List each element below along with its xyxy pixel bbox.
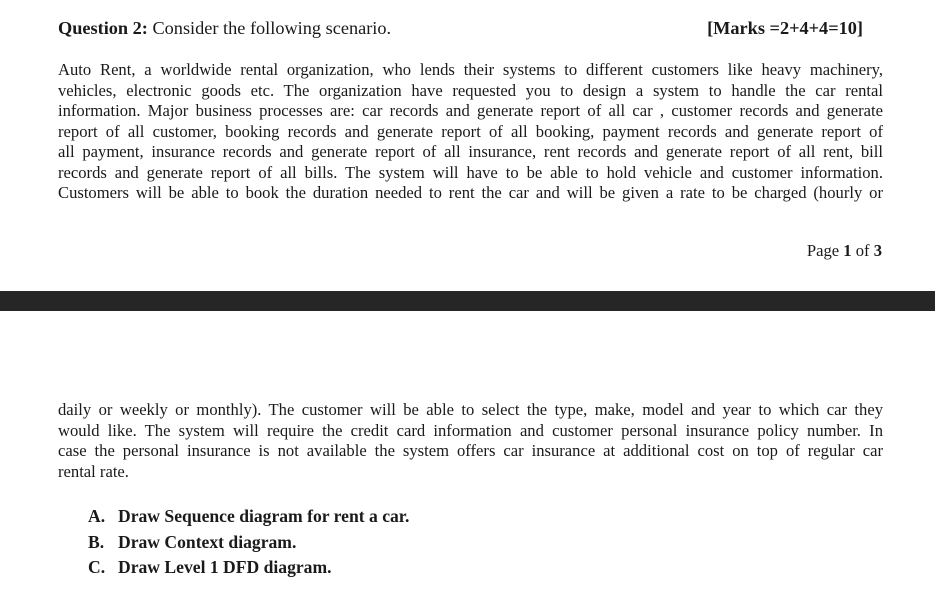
task-text: Draw Level 1 DFD diagram. xyxy=(118,557,332,577)
paragraph-line: case the personal insurance is not available the system offers car insurance at additional cost on top of regular car xyxy=(58,441,883,460)
task-item xyxy=(88,555,409,581)
scenario-paragraph-1 xyxy=(58,60,883,204)
page-current: 1 xyxy=(843,241,852,260)
paragraph-line: vehicles, electronic goods etc. The organization have requested you to design a system to handle the car rental xyxy=(58,80,883,100)
page-prefix: Page xyxy=(806,241,840,260)
paragraph-line: Customers will be able to book the duration needed to rent the car and will be given a rate to be charged (hourly or xyxy=(58,183,883,202)
paragraph-line: all payment, insurance records and generate report of all insurance, rent records and generate report of all rent, bill xyxy=(58,142,883,161)
task-item xyxy=(88,504,409,530)
page-total: 3 xyxy=(873,241,882,260)
paragraph-line: records and generate report of all bills. The system will have to be able to hold vehicle and customer information. xyxy=(58,162,883,182)
task-item xyxy=(88,530,409,556)
task-text: Draw Sequence diagram for rent a car. xyxy=(118,506,410,526)
paragraph-line: rental rate. xyxy=(58,461,129,481)
page-break-divider xyxy=(0,291,935,311)
paragraph-line: report of all customer, booking records and generate report of all booking, payment records and generate report of xyxy=(58,121,883,141)
task-letter: A. xyxy=(88,506,106,526)
paragraph-line: Auto Rent, a worldwide rental organization, who lends their systems to different customers like heavy machinery, xyxy=(58,60,883,79)
marks-label: [Marks =2+4+4=10] xyxy=(707,18,863,38)
document-page-1 xyxy=(0,0,935,291)
paragraph-line: would like. The system will require the credit card information and customer personal insurance policy number. In xyxy=(58,420,883,440)
question-label: Question 2: xyxy=(58,18,148,38)
paragraph-line: daily or weekly or monthly). The customer will be able to select the type, make, model and year to which car they xyxy=(58,400,883,419)
paragraph-line: information. Major business processes are: car records and generate report of all car , customer records and generate xyxy=(58,101,883,120)
document-page-2 xyxy=(0,311,935,591)
question-intro: Consider the following scenario. xyxy=(152,18,392,38)
task-list xyxy=(88,504,409,581)
task-letter: B. xyxy=(88,531,105,552)
scenario-paragraph-2 xyxy=(58,400,883,482)
task-letter: C. xyxy=(88,557,106,577)
question-header xyxy=(58,16,863,40)
task-text: Draw Context diagram. xyxy=(118,531,297,552)
page-of: of xyxy=(855,241,870,260)
page-number xyxy=(807,240,882,262)
